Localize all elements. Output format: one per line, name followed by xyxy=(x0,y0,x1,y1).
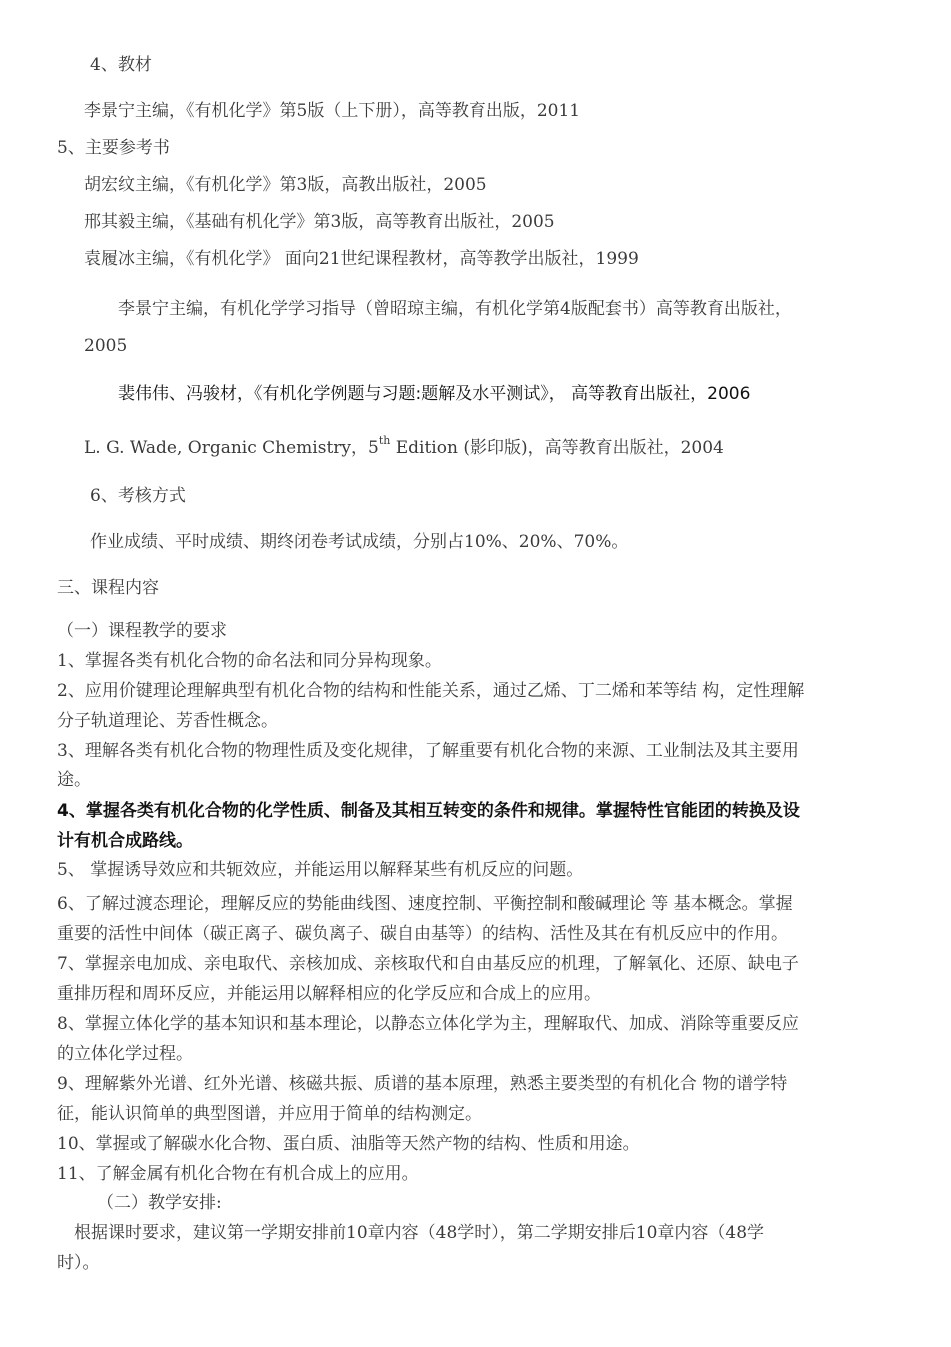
section-heading-textbook: 4、教材 xyxy=(90,55,152,75)
requirement-4-cont: 计有机合成路线。 xyxy=(57,831,193,851)
assessment-text: 作业成绩、平时成绩、期终闭卷考试成绩，分别占10%、20%、70%。 xyxy=(90,532,629,552)
reference-entry-4: 李景宁主编，有机化学学习指导（曾昭琼主编，有机化学第4版配套书）高等教育出版社， xyxy=(118,299,792,319)
reference-entry-5: 裴伟伟、冯骏材，《有机化学例题与习题:题解及水平测试》， 高等教育出版社，2006 xyxy=(118,384,751,404)
subsection-heading-schedule: （二）教学安排: xyxy=(97,1193,222,1213)
requirement-1: 1、掌握各类有机化合物的命名法和同分异构现象。 xyxy=(57,651,442,671)
requirement-4: 4、掌握各类有机化合物的化学性质、制备及其相互转变的条件和规律。掌握特性官能团的转换及设 xyxy=(57,801,800,821)
requirement-6: 6、了解过渡态理论，理解反应的势能曲线图、速度控制、平衡控制和酸碱理论 等 基本概念。掌握 xyxy=(57,894,793,914)
requirement-3: 3、理解各类有机化合物的物理性质及变化规律，了解重要有机化合物的来源、工业制法及其主要用 xyxy=(57,741,799,761)
textbook-entry: 李景宁主编，《有机化学》第5版（上下册），高等教育出版，2011 xyxy=(84,101,581,121)
section-heading-assessment: 6、考核方式 xyxy=(90,486,186,506)
requirement-3-cont: 途。 xyxy=(57,770,91,790)
reference-entry-6-rest: Edition (影印版)，高等教育出版社，2004 xyxy=(390,438,724,458)
requirement-2-cont: 分子轨道理论、芳香性概念。 xyxy=(57,711,278,731)
reference-entry-6-sup: th xyxy=(378,434,391,448)
requirement-9: 9、理解紫外光谱、红外光谱、核磁共振、质谱的基本原理，熟悉主要类型的有机化合 物的谱学特 xyxy=(57,1074,788,1094)
reference-entry-2: 邢其毅主编，《基础有机化学》第3版，高等教育出版社，2005 xyxy=(84,212,555,232)
requirement-2: 2、应用价键理论理解典型有机化合物的结构和性能关系，通过乙烯、丁二烯和苯等结 构，定性理解 xyxy=(57,681,805,701)
subsection-heading-requirements: （一）课程教学的要求 xyxy=(57,621,227,641)
requirement-9-cont: 征，能认识简单的典型图谱，并应用于简单的结构测定。 xyxy=(57,1104,482,1124)
requirement-8: 8、掌握立体化学的基本知识和基本理论，以静态立体化学为主，理解取代、加成、消除等重要反应 xyxy=(57,1014,799,1034)
section-heading-references: 5、主要参考书 xyxy=(57,138,170,158)
schedule-text-cont: 时）。 xyxy=(57,1253,100,1273)
section-heading-course-content: 三、课程内容 xyxy=(57,578,159,598)
requirement-10: 10、掌握或了解碳水化合物、蛋白质、油脂等天然产物的结构、性质和用途。 xyxy=(57,1134,640,1154)
reference-entry-4-cont: 2005 xyxy=(84,336,128,356)
requirement-8-cont: 的立体化学过程。 xyxy=(57,1044,193,1064)
schedule-text: 根据课时要求，建议第一学期安排前10章内容（48学时），第二学期安排后10章内容（48学 xyxy=(74,1223,765,1243)
requirement-7: 7、掌握亲电加成、亲电取代、亲核加成、亲核取代和自由基反应的机理，了解氧化、还原、缺电子 xyxy=(57,954,799,974)
requirement-7-cont: 重排历程和周环反应，并能运用以解释相应的化学反应和合成上的应用。 xyxy=(57,984,601,1004)
requirement-11: 11、了解金属有机化合物在有机合成上的应用。 xyxy=(57,1164,419,1184)
reference-entry-1: 胡宏纹主编，《有机化学》第3版，高教出版社，2005 xyxy=(84,175,487,195)
reference-entry-6-text: L. G. Wade, Organic Chemistry，5 xyxy=(84,438,379,458)
requirement-5: 5、 掌握诱导效应和共轭效应，并能运用以解释某些有机反应的问题。 xyxy=(57,860,584,880)
reference-entry-6 xyxy=(84,436,724,460)
requirement-6-cont: 重要的活性中间体（碳正离子、碳负离子、碳自由基等）的结构、活性及其在有机反应中的作用。 xyxy=(57,924,788,944)
reference-entry-3: 袁履冰主编，《有机化学》 面向21世纪课程教材，高等教学出版社，1999 xyxy=(84,249,639,269)
